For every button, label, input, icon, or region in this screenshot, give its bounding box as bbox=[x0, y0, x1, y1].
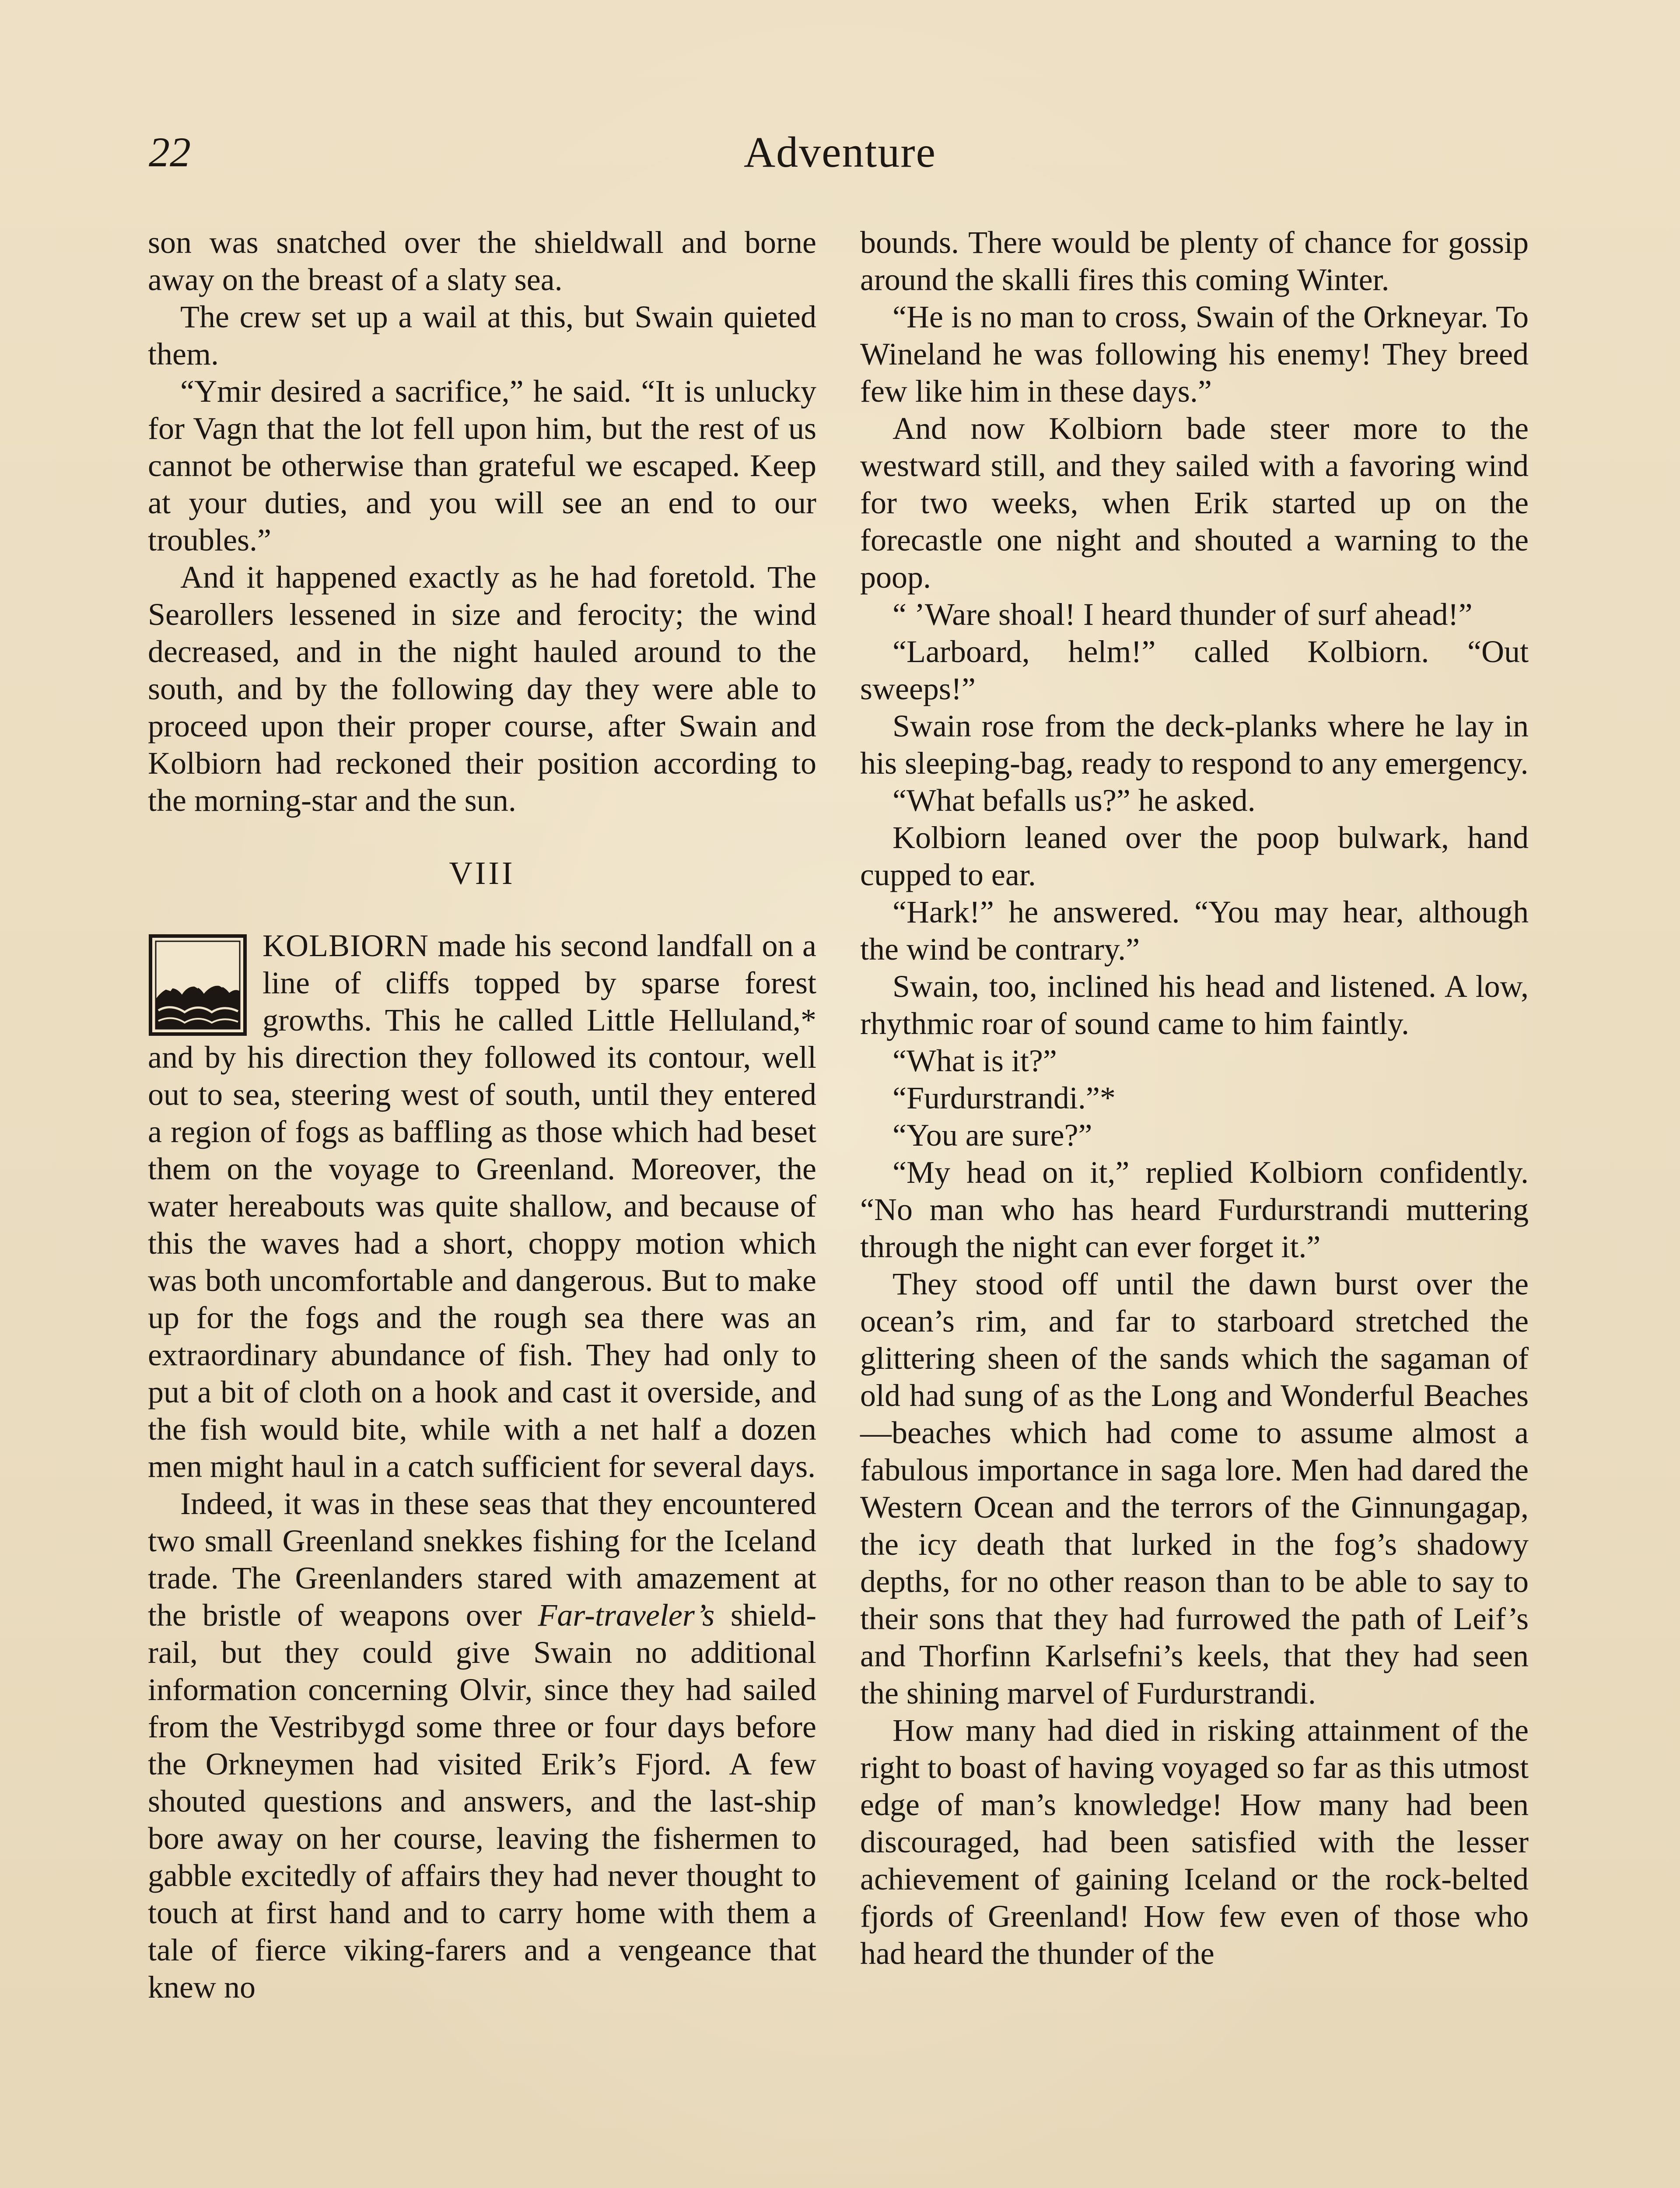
paragraph-text: Indeed, it was in these seas that they encountered two small Greenland snekkes fishing for the Iceland trade. The Greenlanders stared with amazement at the bristle of weapons over bbox=[148, 1486, 816, 1633]
paragraph-text: made his second landfall on a line of cliffs topped by sparse forest growths. This he called Little Helluland,* and by his direction they followed its contour, well out to sea, steering west of south, until they entered a region of fogs as baffling as those which had beset them on the voyage to Greenland. Moreover, the water hereabouts was quite shallow, and because of this the waves had a short, choppy motion which was both uncomfortable and dangerous. But to make up for the fogs and the rough sea there was an extraordinary abundance of fish. They had only to put a bit of cloth on a hook and cast it overside, and the fish would bite, while with a net half a dozen men might haul in a catch sufficient for several days. bbox=[148, 928, 816, 1484]
paragraph: And it happened exactly as he had foretold. The Searollers lessened in size and ferocity; the wind decreased, and in the night hauled around to the south, and by the following day they were able to proceed upon their proper course, after Swain and Kolbiorn had reckoned their position according to the morning-star and the sun. bbox=[148, 560, 816, 818]
right-column bbox=[860, 224, 1529, 1972]
section-heading: VIII bbox=[449, 856, 515, 891]
paragraph: “My head on it,” replied Kolbiorn confidently. “No man who has heard Furdurstrandi muttering through the night can ever forget it.” bbox=[860, 1155, 1529, 1264]
paragraph: “Ymir desired a sacrifice,” he said. “It is unlucky for Vagn that the lot fell upon him, but the rest of us cannot be otherwise than grateful we escaped. Keep at your duties, and you will see an end to our troubles.” bbox=[148, 374, 816, 558]
paragraph: How many had died in risking attainment of the right to boast of having voyaged so far as this utmost edge of man’s knowledge! How many had been discouraged, had been satisfied with the lesser achievement of gaining Iceland or the rock-belted fjords of Greenland! How few even of those who had heard the thunder of the bbox=[860, 1713, 1529, 1971]
paragraph: son was snatched over the shieldwall and borne away on the breast of a slaty sea. bbox=[148, 225, 816, 297]
paragraph: bounds. There would be plenty of chance for gossip around the skalli fires this coming Winter. bbox=[860, 225, 1529, 297]
left-column bbox=[148, 224, 816, 2006]
paragraph: “Larboard, helm!” called Kolbiorn. “Out sweeps!” bbox=[860, 634, 1529, 706]
chapter-opening bbox=[148, 927, 816, 1485]
paragraph: “What befalls us?” he asked. bbox=[892, 783, 1256, 818]
paragraph bbox=[148, 1485, 816, 2006]
paragraph: And now Kolbiorn bade steer more to the westward still, and they sailed with a favoring wind for two weeks, when Erik started up on the forecastle one night and shouted a warning to the poop. bbox=[860, 411, 1529, 595]
chapter-first-paragraph bbox=[148, 927, 816, 1485]
page-number: 22 bbox=[149, 129, 191, 175]
running-head: Adventure bbox=[743, 128, 937, 176]
paragraph: They stood off until the dawn burst over the ocean’s rim, and far to starboard stretched the glittering sheen of the sands which the sagaman of old had sung of as the Long and Wonderful Beaches—beaches which had come to assume almost a fabulous importance in saga lore. Men had dared the Western Ocean and the terrors of the Ginnungagap, the icy death that lurked in the fog’s shadowy depths, for no other reason than to be able to say to their sons that they had furrowed the path of Leif’s and Thorfinn Karlsefni’s keels, that they had seen the shining marvel of Furdurstrandi. bbox=[860, 1266, 1529, 1711]
paragraph-text: shield-rail, but they could give Swain no additional information concerning Olvir, since they had sailed from the Vestribygd some three or four days before the Orkneymen had visited Erik’s Fjord. A few shouted questions and answers, and the last-ship bore away on her course, leaving the fishermen to gabble excitedly of affairs they had never thought to touch at first hand and to carry home with them a tale of fierce viking-farers and a vengeance that knew no bbox=[148, 1598, 816, 2005]
paragraph: The crew set up a wail at this, but Swain quieted them. bbox=[148, 299, 816, 372]
paragraph: “Furdurstrandi.”* bbox=[892, 1080, 1116, 1115]
ship-name: Far-traveler’s bbox=[538, 1598, 715, 1633]
paragraph: “Hark!” he answered. “You may hear, although the wind be contrary.” bbox=[860, 894, 1529, 967]
paragraph: “What is it?” bbox=[892, 1043, 1057, 1078]
paragraph: Swain, too, inclined his head and listened. A low, rhythmic roar of sound came to him faintly. bbox=[860, 969, 1529, 1041]
lead-word: KOLBIORN bbox=[262, 928, 429, 963]
paragraph: Swain rose from the deck-planks where he lay in his sleeping-bag, ready to respond to any emergency. bbox=[860, 708, 1529, 781]
paragraph: Kolbiorn leaned over the poop bulwark, hand cupped to ear. bbox=[860, 820, 1529, 892]
paragraph: “ ’Ware shoal! I heard thunder of surf ahead!” bbox=[892, 597, 1473, 632]
paragraph: “You are sure?” bbox=[892, 1118, 1092, 1153]
wave-ornament-icon bbox=[148, 933, 248, 1037]
paragraph: “He is no man to cross, Swain of the Orkneyar. To Wineland he was following his enemy! They breed few like him in these days.” bbox=[860, 299, 1529, 409]
